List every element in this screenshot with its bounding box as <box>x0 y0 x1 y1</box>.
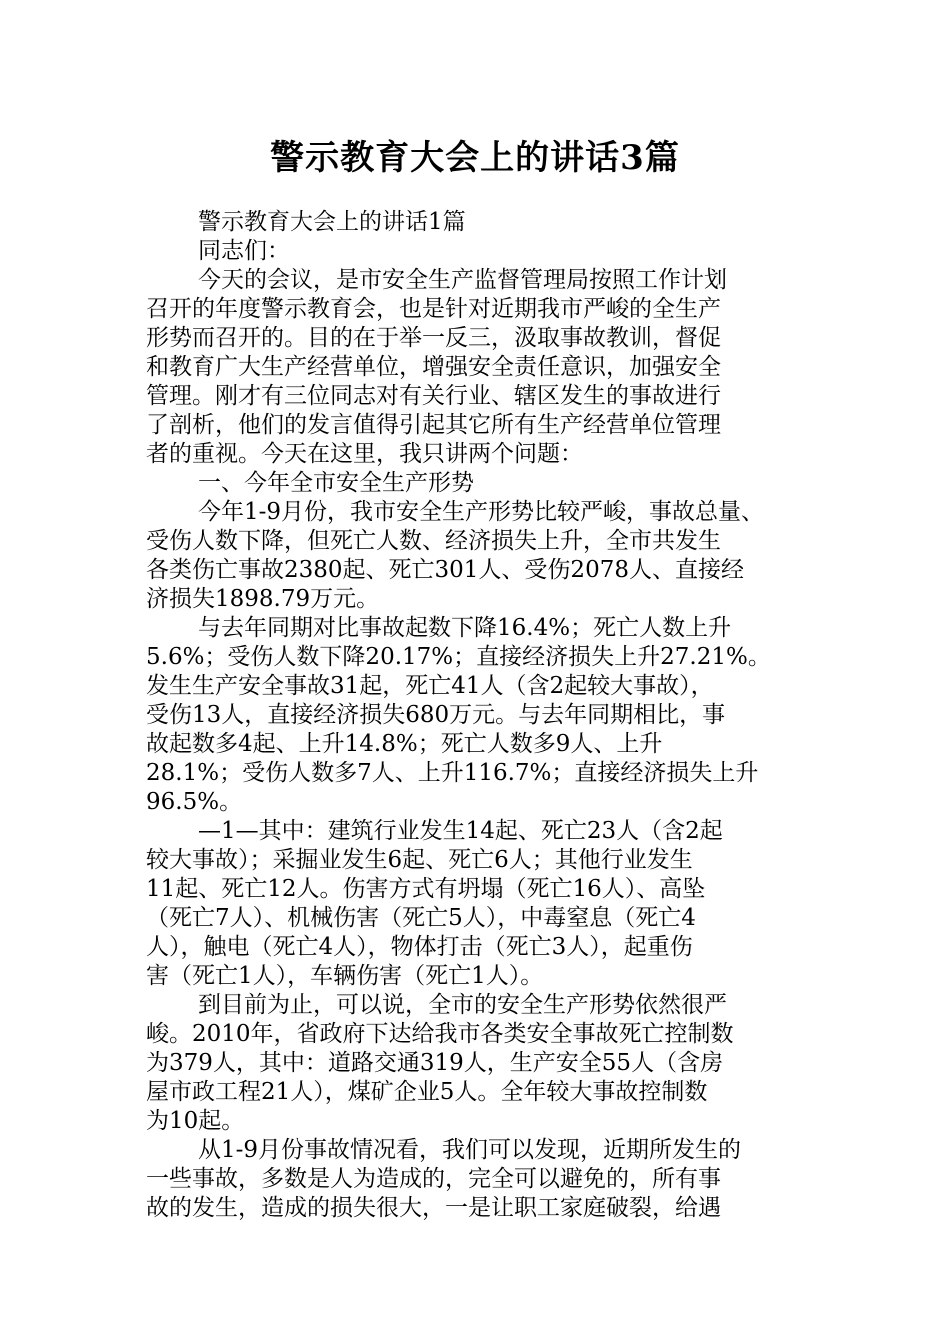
text-line: 受伤人数下降，但死亡人数、经济损失上升，全市共发生 <box>146 528 721 554</box>
document-title: 警示教育大会上的讲话3篇 <box>270 138 680 178</box>
text-line: 者的重视。今天在这里，我只讲两个问题： <box>146 441 583 467</box>
text-line: 与去年同期对比事故起数下降16.4%；死亡人数上升 <box>198 615 732 641</box>
text-line: 受伤13人，直接经济损失680万元。与去年同期相比，事 <box>146 702 726 728</box>
text-line: 一些事故，多数是人为造成的，完全可以避免的，所有事 <box>146 1166 721 1192</box>
text-line: 形势而召开的。目的在于举一反三，汲取事故教训，督促 <box>146 325 721 351</box>
text-line: 5.6%；受伤人数下降20.17%；直接经济损失上升27.21%。 <box>146 644 771 670</box>
text-line: 28.1%；受伤人数多7人、上升116.7%；直接经济损失上升 <box>146 760 759 786</box>
text-line: 为10起。 <box>146 1108 245 1134</box>
text-line: 害（死亡1人），车辆伤害（死亡1人）。 <box>146 963 544 989</box>
text-line: 峻。2010年，省政府下达给我市各类安全事故死亡控制数 <box>146 1021 734 1047</box>
text-line: 屋市政工程21人），煤矿企业5人。全年较大事故控制数 <box>146 1079 708 1105</box>
document-body <box>146 208 812 1223</box>
text-line: 济损失1898.79万元。 <box>146 586 380 612</box>
text-line: 从1-9月份事故情况看，我们可以发现，近期所发生的 <box>198 1137 742 1163</box>
text-line: 故起数多4起、上升14.8%；死亡人数多9人、上升 <box>146 731 663 757</box>
text-line: —1—其中：建筑行业发生14起、死亡23人（含2起 <box>198 818 723 844</box>
text-line: 今年1-9月份，我市安全生产形势比较严峻，事故总量、 <box>198 499 765 525</box>
text-line: 发生生产安全事故31起，死亡41人（含2起较大事故）， <box>146 673 714 699</box>
text-line: 警示教育大会上的讲话1篇 <box>198 209 466 235</box>
text-line: 各类伤亡事故2380起、死亡301人、受伤2078人、直接经 <box>146 557 744 583</box>
text-line: 故的发生，造成的损失很大，一是让职工家庭破裂，给遇 <box>146 1195 721 1221</box>
text-line: 管理。刚才有三位同志对有关行业、辖区发生的事故进行 <box>146 383 721 409</box>
text-line: 11起、死亡12人。伤害方式有坍塌（死亡16人）、高坠 <box>146 876 706 902</box>
text-line: 了剖析，他们的发言值得引起其它所有生产经营单位管理 <box>146 412 721 438</box>
text-line: 较大事故）；采掘业发生6起、死亡6人；其他行业发生 <box>146 847 693 873</box>
text-line: 一、今年全市安全生产形势 <box>198 470 474 496</box>
text-line: 96.5%。 <box>146 789 243 815</box>
text-line: （死亡7人）、机械伤害（死亡5人），中毒窒息（死亡4 <box>146 905 696 931</box>
text-line: 召开的年度警示教育会，也是针对近期我市严峻的全生产 <box>146 296 721 322</box>
text-line: 今天的会议，是市安全生产监督管理局按照工作计划 <box>198 267 727 293</box>
text-line: 为379人，其中：道路交通319人，生产安全55人（含房 <box>146 1050 724 1076</box>
text-line: 同志们： <box>198 238 290 264</box>
text-line: 人），触电（死亡4人），物体打击（死亡3人），起重伤 <box>146 934 693 960</box>
text-line: 和教育广大生产经营单位，增强安全责任意识，加强安全 <box>146 354 721 380</box>
text-line: 到目前为止，可以说，全市的安全生产形势依然很严 <box>198 992 727 1018</box>
